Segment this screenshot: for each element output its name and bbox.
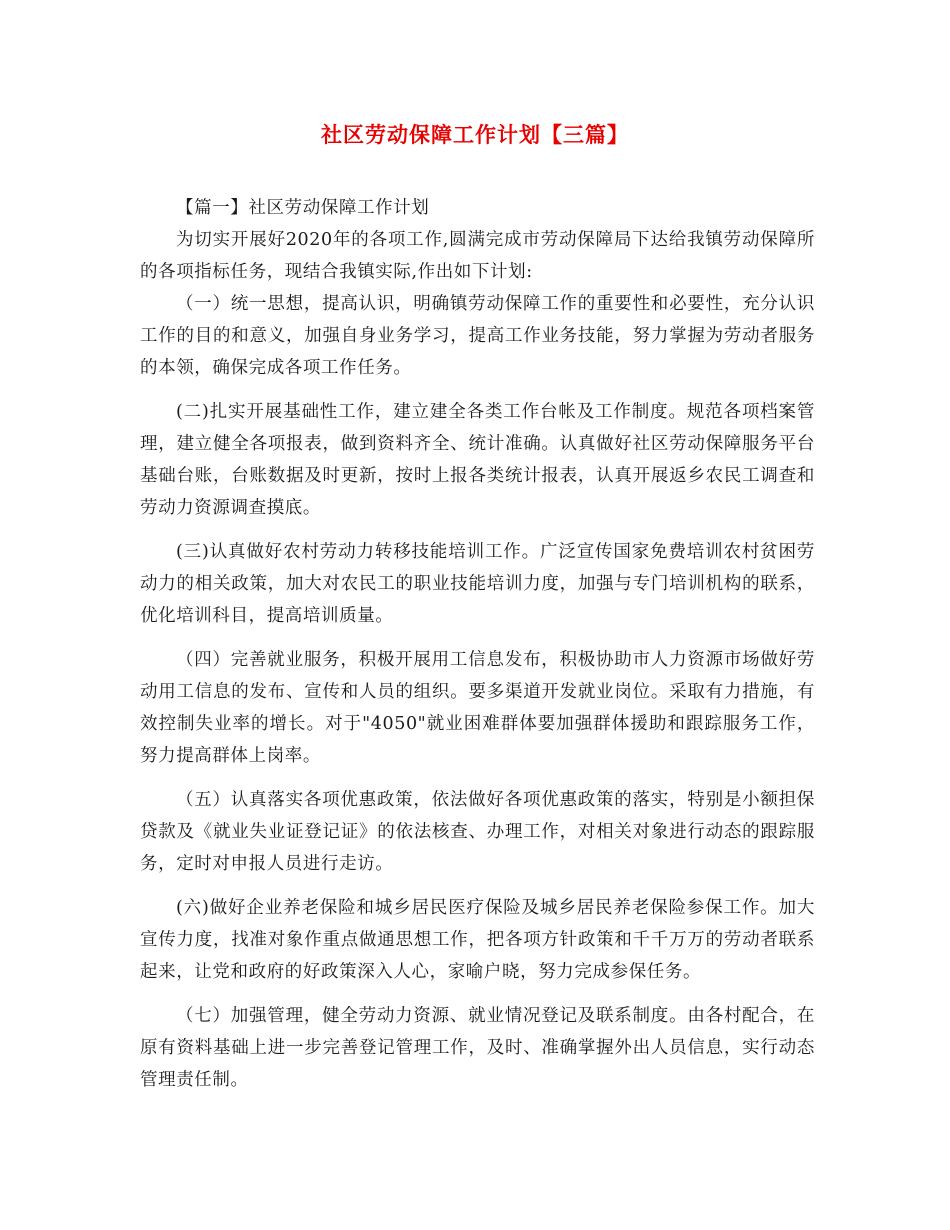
paragraph-item-5: （五）认真落实各项优惠政策，依法做好各项优惠政策的落实，特别是小额担保贷款及《就业失业证登记证》的依法核查、办理工作，对相关对象进行动态的跟踪服务，定时对申报人员进行走访。 <box>140 790 815 874</box>
paragraph-item-6: (六)做好企业养老保险和城乡居民医疗保险及城乡居民养老保险参保工作。加大宣传力度，找准对象作重点做通思想工作，把各项方针政策和千千万万的劳动者联系起来，让党和政府的好政策深入人心，家喻户晓，努力完成参保任务。 <box>140 898 815 982</box>
section-heading: 【篇一】社区劳动保障工作计划 <box>176 198 430 218</box>
paragraph-item-7: （七）加强管理，健全劳动力资源、就业情况登记及联系制度。由各村配合，在原有资料基础上进一步完善登记管理工作，及时、准确掌握外出人员信息，实行动态管理责任制。 <box>140 1006 815 1090</box>
intro-paragraph: 为切实开展好2020年的各项工作,圆满完成市劳动保障局下达给我镇劳动保障所的各项指标任务，现结合我镇实际,作出如下计划: <box>140 230 815 282</box>
document-title: 社区劳动保障工作计划【三篇】 <box>321 122 629 147</box>
paragraph-item-3: (三)认真做好农村劳动力转移技能培训工作。广泛宣传国家免费培训农村贫困劳动力的相关政策，加大对农民工的职业技能培训力度，加强与专门培训机构的联系，优化培训科目，提高培训质量。 <box>140 542 815 626</box>
document-body <box>140 192 815 1108</box>
paragraph-item-1: （一）统一思想，提高认识，明确镇劳动保障工作的重要性和必要性，充分认识工作的目的和意义，加强自身业务学习，提高工作业务技能，努力掌握为劳动者服务的本领，确保完成各项工作任务。 <box>140 294 815 378</box>
paragraph-item-2: (二)扎实开展基础性工作，建立建全各类工作台帐及工作制度。规范各项档案管理，建立健全各项报表，做到资料齐全、统计准确。认真做好社区劳动保障服务平台基础台账，台账数据及时更新，按时上报各类统计报表，认真开展返乡农民工调查和劳动力资源调查摸底。 <box>140 402 815 518</box>
paragraph-item-4: （四）完善就业服务，积极开展用工信息发布，积极协助市人力资源市场做好劳动用工信息的发布、宣传和人员的组织。要多渠道开发就业岗位。采取有力措施，有效控制失业率的增长。对于"4050"就业困难群体要加强群体援助和跟踪服务工作，努力提高群体上岗率。 <box>140 650 815 766</box>
